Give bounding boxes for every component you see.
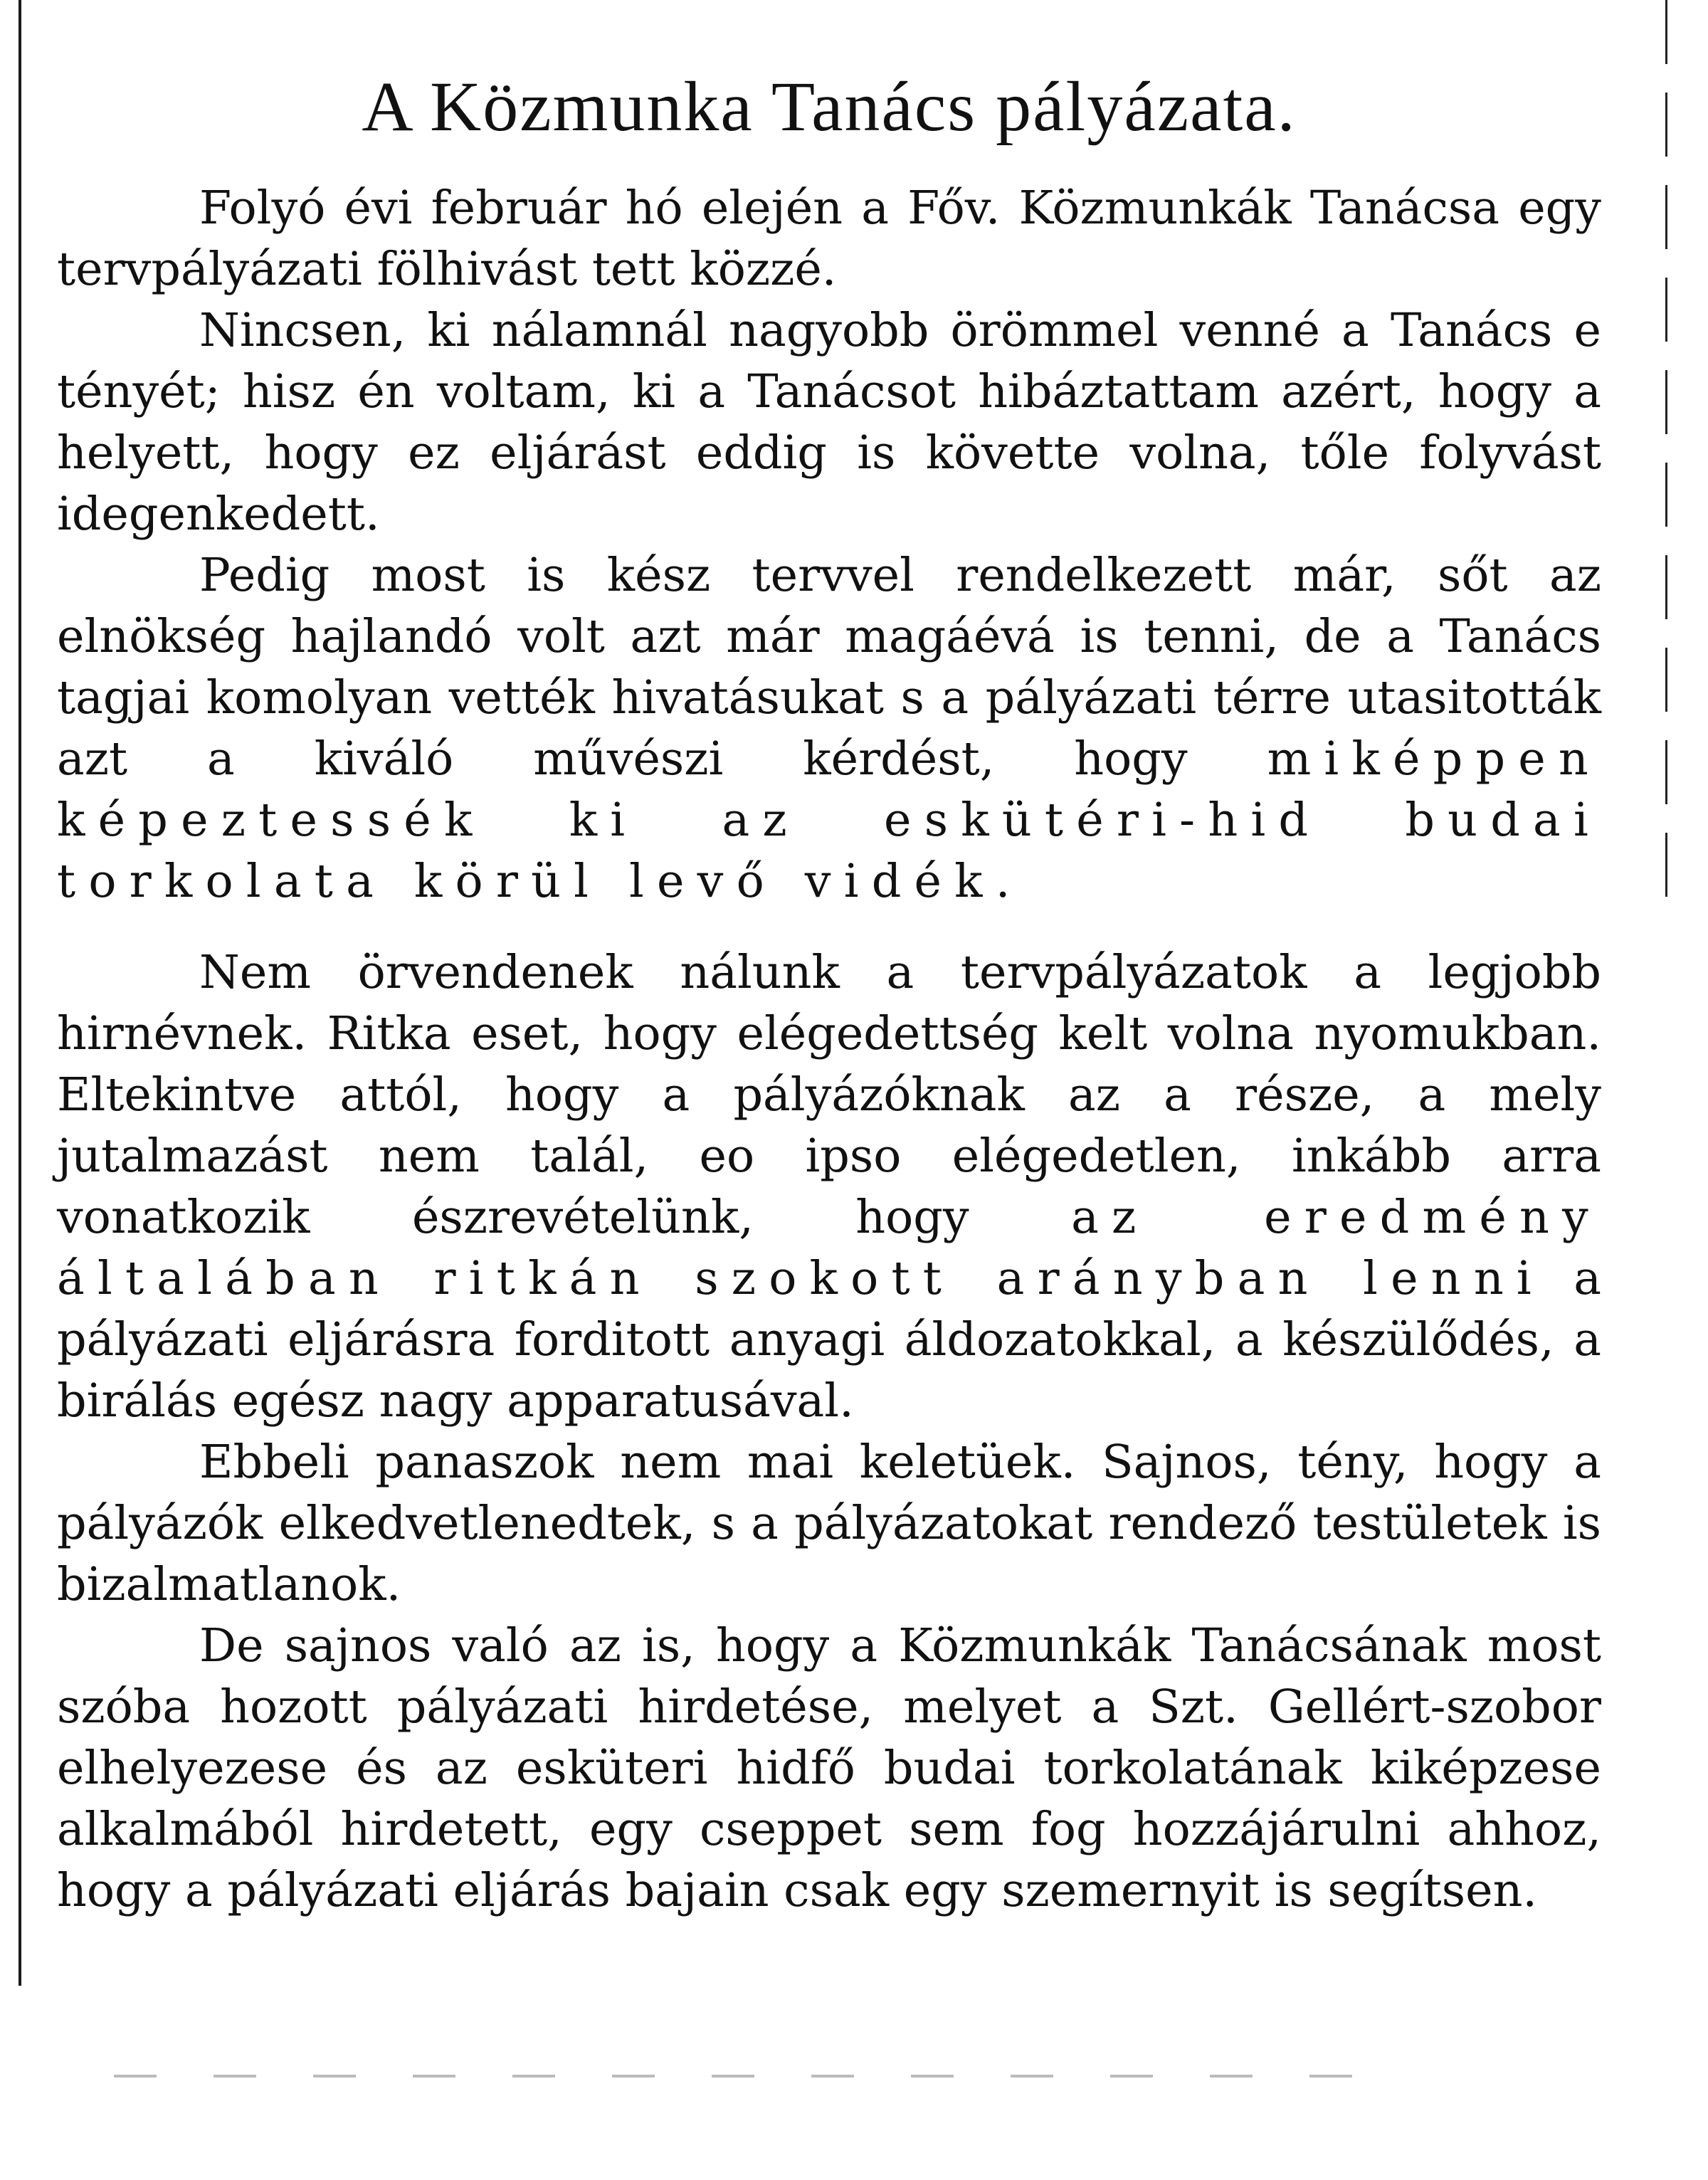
article-title: A Közmunka Tanács pályázata.	[362, 67, 1297, 146]
paragraph-4-text: Nem örvendenek nálunk a tervpályázatok a legjobb hirnévnek. Ritka eset, hogy elégedettség kelt volna nyomukban. Eltekintve attól, hogy a pályázóknak az a része, a mely jutalmazást nem talál, eo ipso elégedetlen, inkább arra vonatkozik észrevételünk, hogy	[57, 946, 1601, 1244]
right-column-rule	[1665, 0, 1667, 925]
paragraph-3	[57, 545, 1601, 912]
article	[57, 68, 1601, 1922]
paragraph-3-emphasis: miképpen képeztessék ki az eskütéri-hid budai torkolata körül levő vidék.	[57, 732, 1601, 908]
paragraph-4-text-end: a pályázati eljárásra forditott anyagi áldozatokkal, a készülődés, a birálás egész nagy apparatusával.	[57, 1252, 1601, 1428]
paragraph-5: Ebbeli panaszok nem mai keletüek. Sajnos, tény, hogy a pályázók elkedvetlenedtek, s a pályázatokat rendező testületek is bizalmatlanok.	[57, 1436, 1601, 1611]
paragraph-6: De sajnos való az is, hogy a Közmunkák Tanácsának most szóba hozott pályázati hirdetése, melyet a Szt. Gellért-szobor elhelyezese és az esküteri hidfő budai torkolatának kiképzese alkalmából hirdetett, egy cseppet sem fog hozzájárulni ahhoz, hogy a pályázati eljárás bajain csak egy szemernyit is segítsen.	[57, 1619, 1601, 1917]
paragraph-4	[57, 942, 1601, 1432]
paragraph-3-text: Pedig most is kész tervvel rendelkezett már, sőt az elnökség hajlandó volt azt már magáévá is tenni, de a Tanács tagjai komolyan vették hivatásukat s a pályázati térre utasitották azt a kiváló művészi kérdést, hogy	[57, 549, 1601, 786]
bottom-divider	[114, 2075, 1395, 2078]
left-column-rule	[19, 0, 21, 1986]
paragraph-1: Folyó évi február hó elején a Főv. Közmunkák Tanácsa egy tervpályázati fölhivást tett közzé.	[57, 181, 1601, 296]
paragraph-4-emphasis: az eredmény általában ritkán szokott arányban lenni	[57, 1191, 1601, 1305]
paragraph-2: Nincsen, ki nálamnál nagyobb örömmel venné a Tanács e tényét; hisz én voltam, ki a Tanácsot hibáztattam azért, hogy a helyett, hogy ez eljárást eddig is követte volna, tőle folyvást idegenkedett.	[57, 304, 1601, 541]
